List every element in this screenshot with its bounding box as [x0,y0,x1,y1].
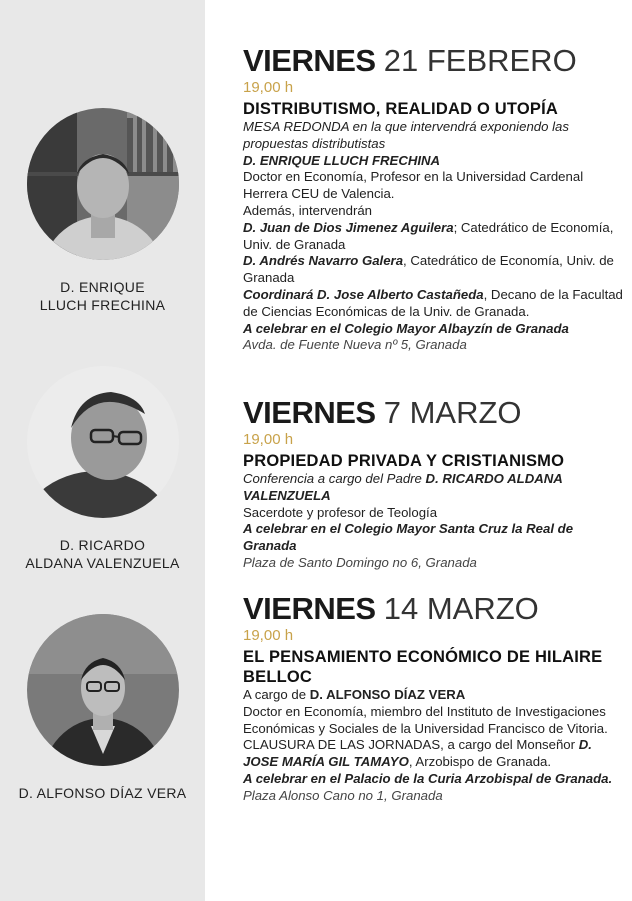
speaker-name-3: D. ALFONSO DÍAZ VERA [18,785,187,801]
event-time: 19,00 h [243,627,294,644]
event-time: 19,00 h [243,431,294,448]
event-title: PROPIEDAD PRIVADA Y CRISTIANISMO [243,452,565,470]
event-date-heading: VIERNES 7 MARZO [243,395,522,430]
speaker-photo-2 [27,366,179,518]
speaker-card-2 [0,366,205,572]
event-3 [243,592,628,805]
event-date-heading: VIERNES 21 FEBRERO [243,43,577,78]
speaker-card-1 [0,108,205,314]
event-description: A cargo de D. ALFONSO DÍAZ VERA Doctor en Economía, miembro del Instituto de Investigaciones Económicas y Sociales de la Universidad Francisco de Vitoria. CLAUSURA DE LAS JORNADAS, a cargo del Monseñor D. JOSE MARÍA GIL TAMAYO, Arzobispo de Granada. A celebrar en el Palacio de la Curia Arzobispal de Granada. Plaza Alonso Cano no 1, Granada [243,687,628,805]
speaker-card-3 [0,614,205,802]
event-1 [243,44,628,354]
event-address: Plaza Alonso Cano no 1, Granada [243,787,443,803]
speaker-photo-1 [27,108,179,260]
event-address: Plaza de Santo Domingo no 6, Granada [243,554,477,570]
event-description: MESA REDONDA en la que intervendrá exponiendo las propuestas distributistas D. ENRIQUE LLUCH FRECHINA Doctor en Economía, Profesor en la Universidad Cardenal Herrera CEU de Valencia. Además, intervendrán D. Juan de Dios Jimenez Aguilera; Catedrático de Economía, Univ. de Granada D. Andrés Navarro Galera, Catedrático de Economía, Univ. de Granada Coordinará D. Jose Alberto Castañeda, Decano de la Facultad de Ciencias Económicas de la Univ. de Granada. A celebrar en el Colegio Mayor Albayzín de Granada Avda. de Fuente Nueva nº 5, Granada [243,119,628,354]
speaker-name-1: D. ENRIQUE LLUCH FRECHINA [39,279,166,313]
event-title: DISTRIBUTISMO, REALIDAD O UTOPÍA [243,100,559,118]
event-time: 19,00 h [243,79,294,96]
event-speaker: D. ENRIQUE LLUCH FRECHINA [243,152,441,168]
event-2 [243,396,628,572]
speaker-name-2: D. RICARDO ALDANA VALENZUELA [25,537,180,571]
speaker-photo-3 [27,614,179,766]
event-address: Avda. de Fuente Nueva nº 5, Granada [243,337,467,353]
event-venue: A celebrar en el Palacio de la Curia Arzobispal de Granada. [243,770,613,786]
event-speaker: D. RICARDO ALDANA VALENZUELA [243,471,563,503]
event-speaker: D. ALFONSO DÍAZ VERA [309,687,466,702]
event-venue: A celebrar en el Colegio Mayor Santa Cruz la Real de Granada [243,521,574,554]
event-description: Conferencia a cargo del Padre D. RICARDO ALDANA VALENZUELA Sacerdote y profesor de Teología A celebrar en el Colegio Mayor Santa Cruz la Real de Granada Plaza de Santo Domingo no 6, Granada [243,471,628,572]
event-venue: A celebrar en el Colegio Mayor Albayzín de Granada [243,320,569,336]
event-title: EL PENSAMIENTO ECONÓMICO DE HILAIRE BELLOC [243,648,603,686]
event-date-heading: VIERNES 14 MARZO [243,591,539,626]
